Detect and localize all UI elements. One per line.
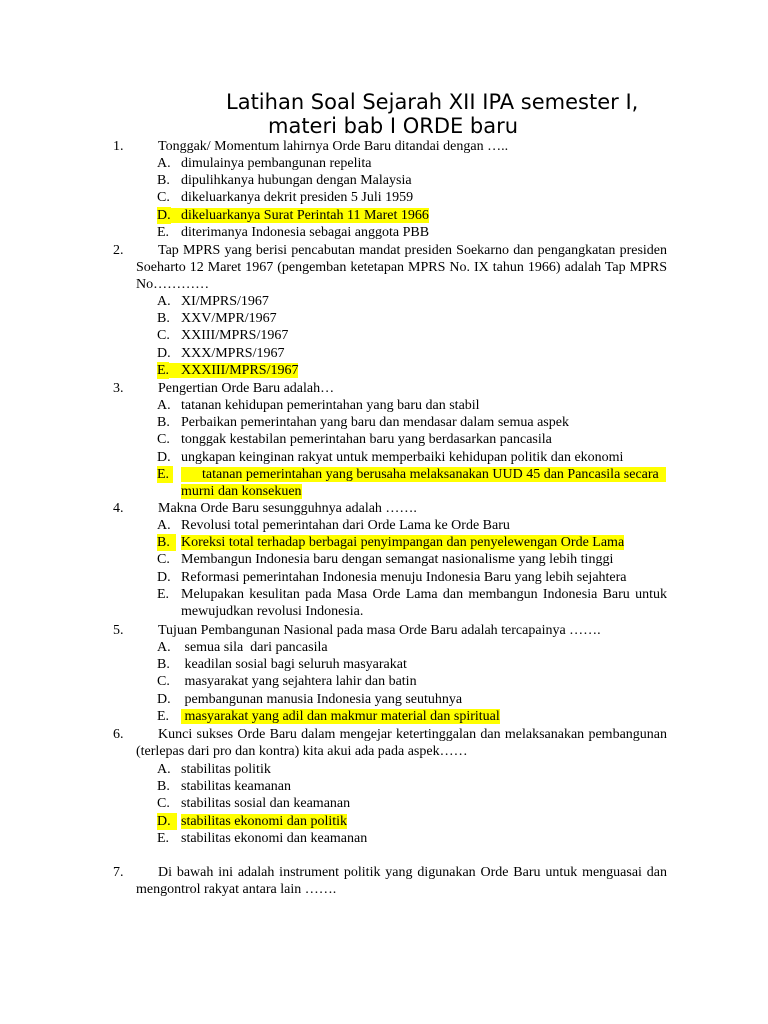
option-d <box>157 569 667 586</box>
option-text: stabilitas ekonomi dan keamanan <box>181 830 368 846</box>
option-letter: B. <box>157 173 170 189</box>
option-letter: D. <box>157 207 171 223</box>
option-text: stabilitas politik <box>181 762 271 777</box>
option-c <box>157 673 667 690</box>
option-c <box>157 327 667 344</box>
option-text: XXIII/MPRS/1967 <box>181 328 289 344</box>
option-letter: E. <box>157 830 170 846</box>
option-a <box>157 639 667 656</box>
option-text: Revolusi total pemerintahan dari Orde Lama ke Orde Baru <box>181 518 510 533</box>
option-letter: E. <box>157 708 170 724</box>
option-b-answer <box>157 534 667 551</box>
option-text-highlighted: tatanan pemerintahan yang berusaha melaksanakan UUD 45 dan Pancasila secara murni dan konsekuen <box>181 466 666 500</box>
option-text: diterimanya Indonesia sebagai anggota PBB <box>181 224 430 240</box>
option-letter: D. <box>157 449 171 465</box>
page-title-line-1: Latihan Soal Sejarah XII IPA semester I, <box>226 90 639 114</box>
option-text: Perbaikan pemerintahan yang baru dan mendasar dalam semua aspek <box>181 415 569 431</box>
option-e <box>157 586 667 620</box>
option-d-answer <box>157 207 667 224</box>
option-b <box>157 656 667 673</box>
option-text: Reformasi pemerintahan Indonesia menuju Indonesia Baru yang lebih sejahtera <box>181 569 627 585</box>
option-a <box>157 517 667 534</box>
option-letter: A. <box>157 640 171 655</box>
option-a <box>157 761 667 778</box>
question-text: Tonggak/ Momentum lahirnya Orde Baru ditandai dengan ….. <box>158 139 509 154</box>
option-c <box>157 431 667 448</box>
question-number: 3. <box>113 381 124 396</box>
question-number: 2. <box>113 243 124 258</box>
option-text-highlighted: dikeluarkanya Surat Perintah 11 Maret 1966 <box>157 208 429 223</box>
option-letter: B. <box>157 311 170 327</box>
option-letter: A. <box>157 762 171 777</box>
option-letter: A. <box>157 398 171 413</box>
option-d-answer <box>157 813 667 830</box>
option-letter: E. <box>157 466 173 483</box>
option-letter: E. <box>157 224 170 240</box>
option-text: XXX/MPRS/1967 <box>181 345 285 361</box>
option-e-answer <box>157 362 667 379</box>
option-letter: C. <box>157 796 170 812</box>
option-list <box>157 639 667 725</box>
option-text: keadilan sosial bagi seluruh masyarakat <box>181 657 407 673</box>
option-a <box>157 397 667 414</box>
option-e <box>157 224 667 241</box>
option-text-highlighted: stabilitas ekonomi dan politik <box>181 813 348 829</box>
option-letter: C. <box>157 190 170 206</box>
option-list <box>157 761 667 847</box>
option-b <box>157 310 667 327</box>
question-number: 6. <box>113 727 124 742</box>
option-d <box>157 345 667 362</box>
option-text: masyarakat yang sejahtera lahir dan batin <box>181 674 417 690</box>
question-text: Tap MPRS yang berisi pencabutan mandat presiden Soekarno dan pengangkatan presiden Soeharto 12 Maret 1967 (pengemban ketetapan MPRS No. IX tahun 1966) adalah Tap MPRS No………… <box>136 243 667 293</box>
question-text: Kunci sukses Orde Baru dalam mengejar ketertinggalan dan melaksanakan pembangunan (terlepas dari pro dan kontra) kita akui ada pada aspek…… <box>136 727 667 760</box>
option-letter: E. <box>157 362 170 378</box>
option-letter: B. <box>157 657 170 673</box>
option-b <box>157 414 667 431</box>
option-e <box>157 830 667 847</box>
option-letter: E. <box>157 586 170 602</box>
option-list <box>157 517 667 620</box>
option-letter: D. <box>157 569 171 585</box>
option-letter: B. <box>157 779 170 795</box>
option-list <box>157 397 667 500</box>
question-number: 1. <box>113 139 124 154</box>
option-text: dimulainya pembangunan repelita <box>181 156 372 171</box>
option-b <box>157 172 667 189</box>
option-c <box>157 795 667 812</box>
option-text-highlighted: XXXIII/MPRS/1967 <box>157 363 298 378</box>
option-letter: D. <box>157 691 171 707</box>
option-a <box>157 293 667 310</box>
option-letter: C. <box>157 552 170 568</box>
option-letter: C. <box>157 432 170 448</box>
option-letter: A. <box>157 156 171 171</box>
option-letter: A. <box>157 294 171 309</box>
option-text: dipulihkanya hubungan dengan Malaysia <box>181 173 412 189</box>
option-text: Melupakan kesulitan pada Masa Orde Lama dan membangun Indonesia Baru untuk mewujudkan revolusi Indonesia. <box>181 586 667 620</box>
option-d <box>157 449 667 466</box>
option-e-answer <box>157 708 667 725</box>
option-d <box>157 691 667 708</box>
option-c <box>157 189 667 206</box>
option-letter: C. <box>157 674 170 690</box>
question-text: Pengertian Orde Baru adalah… <box>158 381 335 396</box>
option-a <box>157 155 667 172</box>
page-title-line-2: materi bab I ORDE baru <box>268 114 519 138</box>
option-letter: B. <box>157 534 176 551</box>
option-letter: A. <box>157 518 171 533</box>
option-list <box>157 293 667 379</box>
option-letter: B. <box>157 415 170 431</box>
option-e-answer <box>157 466 667 500</box>
option-text: tonggak kestabilan pemerintahan baru yang berdasarkan pancasila <box>181 432 552 448</box>
option-text-highlighted: masyarakat yang adil dan makmur material dan spiritual <box>181 708 500 724</box>
option-text: pembangunan manusia Indonesia yang seutuhnya <box>181 691 463 707</box>
option-text: semua sila dari pancasila <box>181 640 328 655</box>
question-text: Tujuan Pembangunan Nasional pada masa Orde Baru adalah tercapainya ……. <box>158 623 601 638</box>
option-text: ungkapan keinginan rakyat untuk memperbaiki kehidupan politik dan ekonomi <box>181 449 624 465</box>
question-text: Di bawah ini adalah instrument politik yang digunakan Orde Baru untuk menguasai dan mengontrol rakyat antara lain ……. <box>136 865 667 898</box>
option-text: XI/MPRS/1967 <box>181 294 269 309</box>
option-b <box>157 778 667 795</box>
option-text-highlighted: Koreksi total terhadap berbagai penyimpangan dan penyelewengan Orde Lama <box>181 535 625 551</box>
option-text: Membangun Indonesia baru dengan semangat nasionalisme yang lebih tinggi <box>181 552 614 568</box>
question-number: 5. <box>113 623 124 638</box>
question-text: Makna Orde Baru sesungguhnya adalah ……. <box>158 501 417 516</box>
option-c <box>157 551 667 568</box>
option-letter: C. <box>157 328 170 344</box>
option-text: XXV/MPR/1967 <box>181 311 277 327</box>
question-number: 4. <box>113 501 124 516</box>
question-number: 7. <box>113 865 124 880</box>
option-letter: D. <box>157 813 177 830</box>
option-letter: D. <box>157 345 171 361</box>
option-text: stabilitas keamanan <box>181 779 292 795</box>
option-text: tatanan kehidupan pemerintahan yang baru dan stabil <box>181 398 480 413</box>
option-list <box>157 155 667 241</box>
option-text: dikeluarkanya dekrit presiden 5 Juli 1959 <box>181 190 414 206</box>
option-text: stabilitas sosial dan keamanan <box>181 796 351 812</box>
